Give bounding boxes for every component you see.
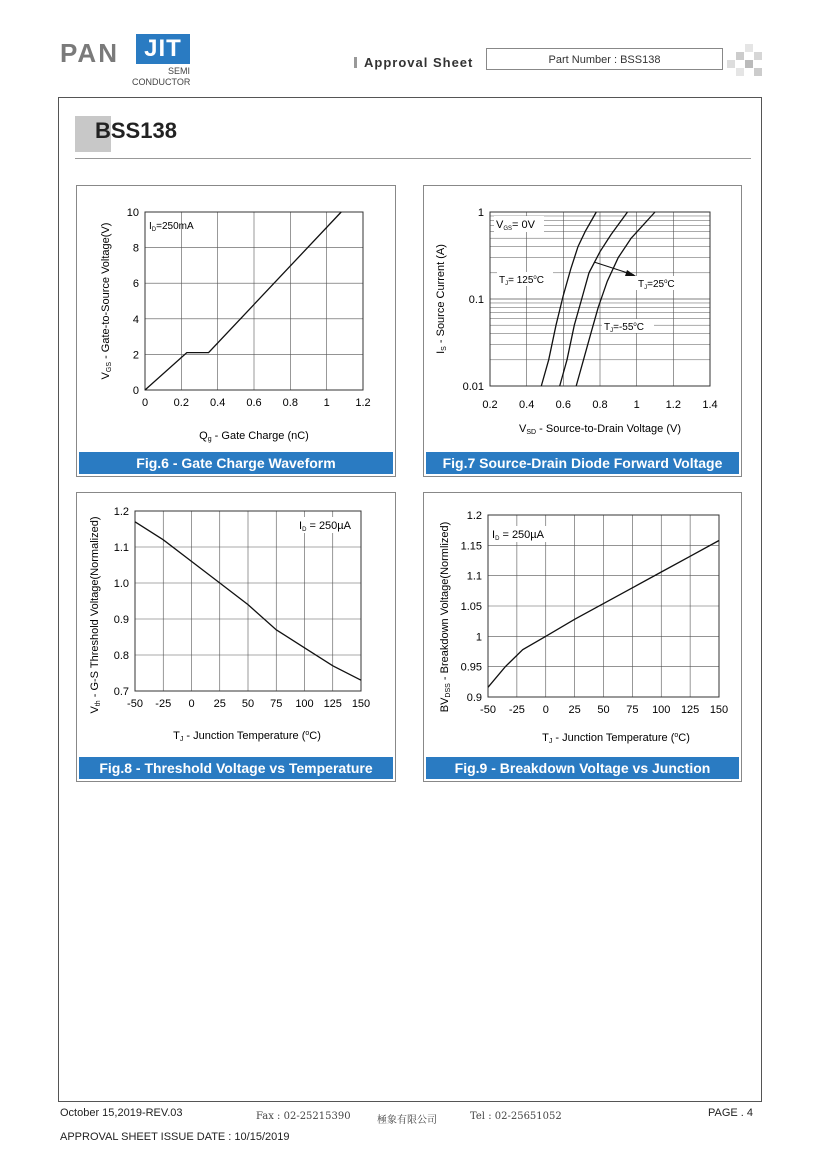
footer-page: PAGE . 4	[708, 1107, 754, 1119]
f7-xtick: 0.6	[555, 399, 571, 411]
f9-xtick: 0	[542, 704, 549, 716]
logo-subtitle	[132, 66, 190, 88]
fig9-ylabel: BVDSS - Breakdown Voltage(Normlized)	[439, 521, 452, 713]
f9-xtick: -25	[508, 704, 525, 716]
fig9-caption: Fig.9 - Breakdown Voltage vs Junction Temperature	[426, 757, 739, 779]
f6-xtick: 0.2	[173, 397, 189, 409]
fig6-curve	[145, 212, 341, 390]
fig8-xlabel: TJ - Junction Temperature ($^o$C)	[173, 730, 321, 743]
logo-sub-conductor: CONDUCTOR	[132, 77, 191, 87]
f6-ytick: 4	[132, 313, 139, 326]
f8-ytick: 0.7	[113, 686, 129, 698]
f6-xtick: 1	[323, 397, 330, 409]
f9-xtick: 75	[626, 704, 639, 716]
approval-sheet-label: Approval Sheet	[364, 55, 474, 70]
fig9-chart	[424, 493, 741, 753]
fig6-chart	[77, 186, 395, 448]
f6-xtick: 0	[141, 397, 149, 409]
fig8-caption: Fig.8 - Threshold Voltage vs Temperature	[79, 757, 393, 779]
f9-xtick: 100	[652, 704, 671, 716]
fig8-chart	[77, 493, 395, 753]
fig7-tm55-label: $T_J=-55^oC$	[604, 322, 644, 334]
f8-ytick: 1.0	[113, 578, 129, 590]
fig7-ylabel: IS - Source Current (A)	[435, 244, 448, 354]
fig6-xlabel: Qg - Gate Charge (nC)	[199, 430, 309, 443]
f9-ytick: 1.2	[466, 510, 482, 522]
fig7-vgs-label: VGS= 0V	[496, 219, 535, 232]
f9-ytick: 0.9	[466, 692, 482, 704]
f7-xtick: 0.8	[592, 399, 608, 411]
f8-xtick: 25	[213, 698, 226, 710]
f6-xtick: 1.2	[355, 397, 371, 409]
fig6-panel	[76, 185, 396, 477]
f7-xtick: 1.2	[665, 399, 681, 411]
f8-xtick: 50	[241, 698, 255, 710]
fig8-panel	[76, 492, 396, 782]
f6-xtick: 0.8	[282, 397, 298, 409]
f6-ytick: 6	[132, 278, 139, 291]
title-divider	[75, 158, 751, 159]
fig7-t125-label: $T_J= 125^oC$	[499, 275, 544, 287]
fig7-chart	[424, 186, 741, 448]
fig6-caption: Fig.6 - Gate Charge Waveform	[79, 452, 393, 474]
f8-xtick: 100	[295, 698, 314, 710]
f8-ytick: 1.2	[113, 506, 129, 518]
doc-title: BSS138	[95, 118, 177, 143]
f8-ytick: 0.8	[113, 650, 129, 662]
f8-xtick: 150	[351, 698, 371, 710]
f7-ytick: 0.1	[468, 294, 484, 306]
f9-ytick: 1.1	[466, 570, 482, 583]
f9-xtick: 150	[709, 704, 729, 716]
part-number-box: Part Number : BSS138	[486, 48, 723, 70]
f9-xtick: 25	[568, 704, 581, 716]
f7-ytick: 0.01	[462, 381, 484, 393]
logo-text-pan: PAN	[60, 38, 119, 68]
f6-xtick: 0.6	[246, 397, 262, 409]
fig7-panel	[423, 185, 742, 477]
f6-ytick: 8	[132, 242, 139, 255]
fig9-annotation: ID = 250µA	[492, 529, 544, 542]
fig7-xlabel: VSD - Source-to-Drain Voltage (V)	[519, 423, 681, 436]
f6-ytick: 10	[126, 207, 139, 219]
f8-ytick: 0.9	[113, 614, 129, 626]
logo-text-jit: JIT	[136, 34, 190, 64]
fig8-annotation: ID = 250µA	[299, 520, 351, 533]
f7-xtick: 0.2	[482, 399, 498, 411]
f8-xtick: -25	[155, 698, 172, 710]
footer-company: 極象有限公司	[377, 1115, 437, 1126]
f6-ytick: 2	[132, 349, 139, 362]
f7-xtick: 0.4	[519, 399, 535, 411]
f7-xtick: 1	[633, 399, 640, 411]
f8-xtick: 125	[323, 698, 342, 710]
logo-sub-semi: SEMI	[167, 66, 190, 76]
f6-ytick: 0	[132, 385, 139, 397]
f7-ytick: 1	[477, 207, 484, 219]
footer-date-rev: October 15,2019-REV.03	[60, 1107, 183, 1119]
fig6-annotation: $I_D=250mA$	[149, 221, 194, 233]
footer-tel: Tel : 02-25651052	[470, 1111, 562, 1122]
footer-fax: Fax : 02-25215390	[256, 1111, 351, 1122]
f9-xtick: 125	[680, 704, 700, 716]
f6-xtick: 0.4	[210, 397, 226, 409]
footer-issue-date: APPROVAL SHEET ISSUE DATE : 10/15/2019	[60, 1131, 290, 1143]
f9-ytick: 1.15	[460, 540, 482, 553]
fig9-panel	[423, 492, 742, 798]
fig6-ylabel: VGS - Gate-to-Source Voltage(V)	[100, 222, 113, 380]
f8-xtick: -50	[127, 698, 143, 710]
f9-ytick: 1	[475, 631, 482, 644]
fig7-t25-label: $T_J=25^oC$	[638, 279, 675, 291]
f8-xtick: 75	[270, 698, 283, 710]
f8-ytick: 1.1	[113, 542, 129, 554]
f9-xtick: -50	[480, 704, 496, 716]
f8-xtick: 0	[188, 698, 195, 710]
fig7-caption: Fig.7 Source-Drain Diode Forward Voltage	[426, 452, 739, 474]
f7-xtick: 1.4	[702, 399, 718, 411]
title-marker	[354, 57, 357, 68]
f9-xtick: 50	[597, 704, 610, 716]
fig8-ylabel: Vth - G-S Threshold Voltage(Normalized)	[89, 516, 102, 714]
fig9-xlabel: TJ - Junction Temperature ($^o$C)	[542, 732, 690, 745]
f9-ytick: 0.95	[460, 661, 482, 674]
f9-ytick: 1.05	[460, 601, 482, 613]
